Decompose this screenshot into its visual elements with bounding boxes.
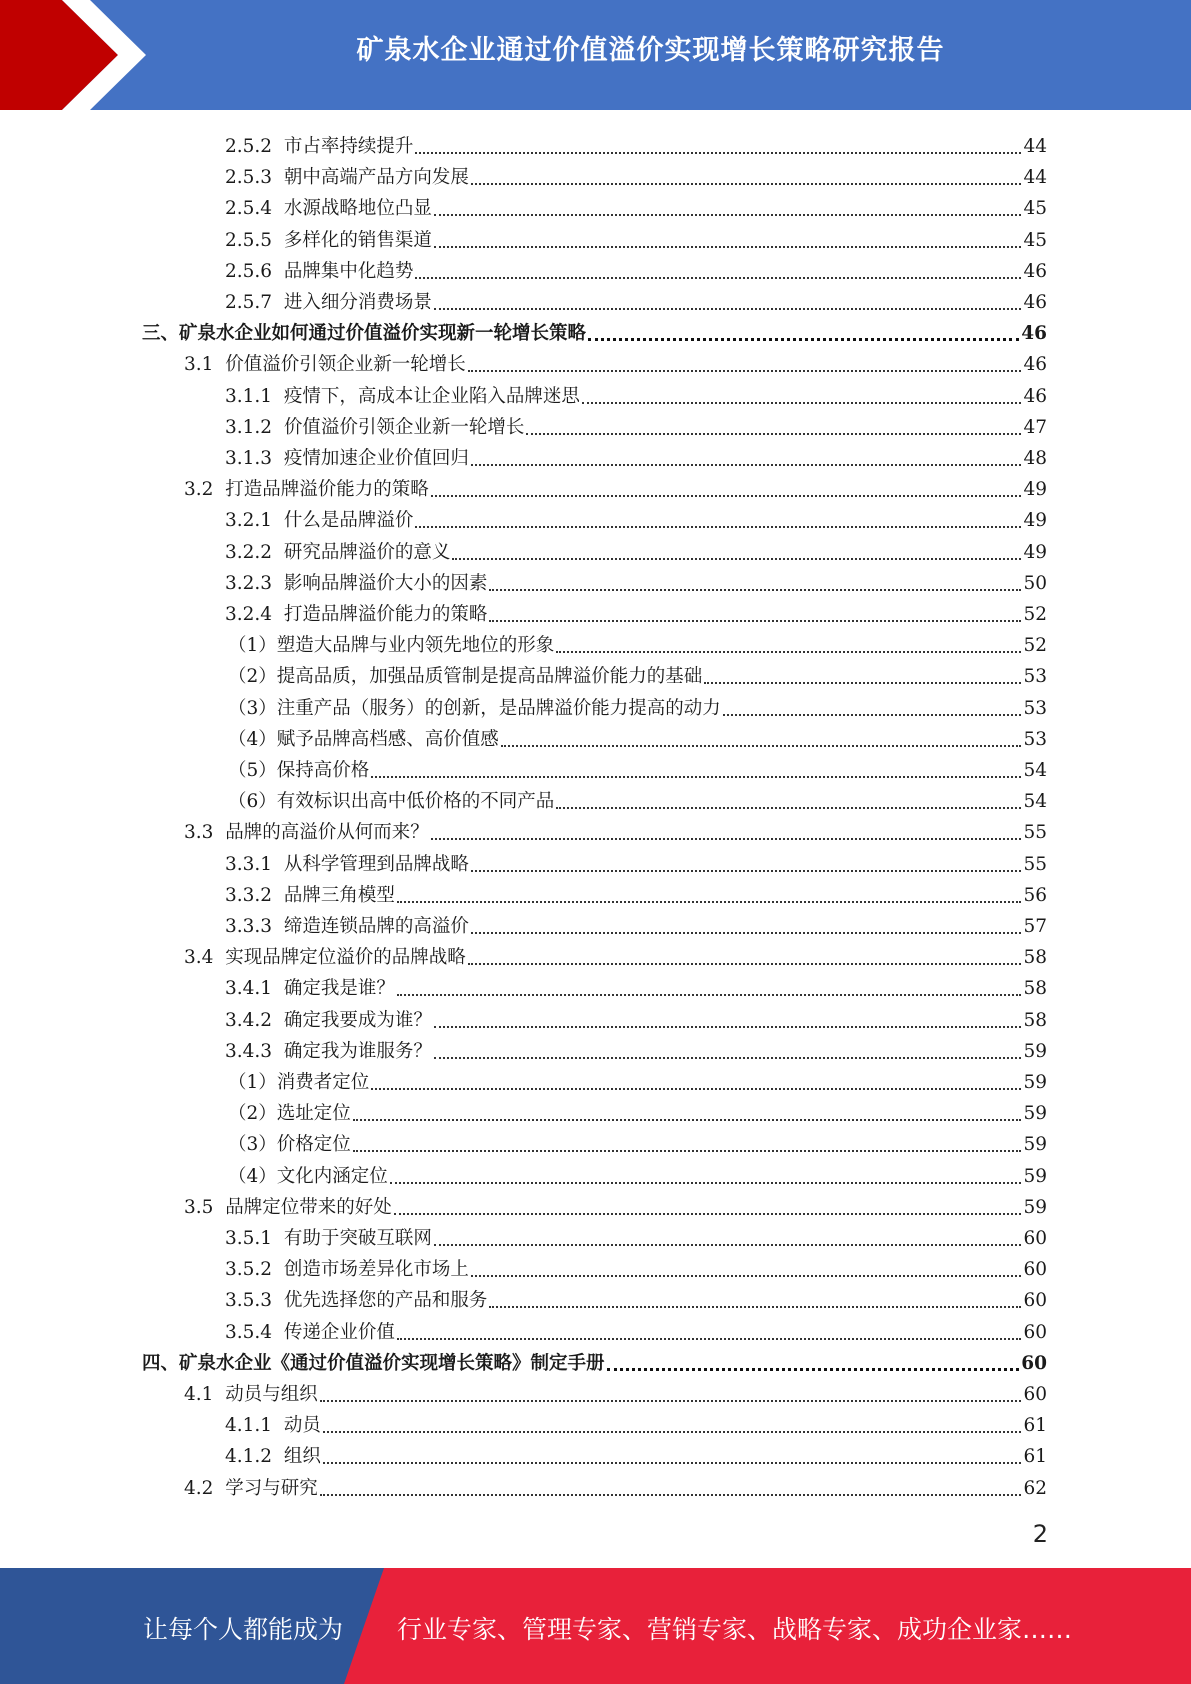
toc-entry-title: 有助于突破互联网 — [283, 1228, 432, 1249]
toc-entry[interactable] — [225, 877, 1047, 908]
toc-entry-number: 3.5.1 — [225, 1228, 273, 1249]
toc-entry-title: 什么是品牌溢价 — [283, 510, 414, 532]
toc-entry-number: 3.3.3 — [225, 916, 273, 937]
toc-entry-number: 3.3.2 — [225, 884, 273, 906]
toc-entry-number: 3.2.4 — [225, 604, 273, 625]
toc-entry-number: （5） — [228, 760, 277, 781]
footer-roles: 行业专家、管理专家、营销专家、战略专家、成功企业家…… — [397, 1615, 1073, 1644]
toc-entry-number: （4） — [228, 1165, 277, 1187]
toc-dot-leader — [471, 932, 1022, 934]
toc-entry-page: 53 — [1023, 666, 1047, 688]
toc-entry-page: 58 — [1023, 978, 1047, 1000]
toc-dot-leader — [434, 308, 1022, 310]
toc-entry-number: 3.4.1 — [225, 978, 273, 1000]
toc-entry[interactable] — [225, 1220, 1047, 1251]
toc-entry-page: 60 — [1023, 1384, 1047, 1405]
toc-dot-leader — [320, 1400, 1022, 1402]
toc-entry[interactable] — [225, 565, 1047, 596]
toc-dot-leader — [723, 714, 1022, 716]
toc-dot-leader — [397, 994, 1022, 996]
toc-entry-page: 56 — [1023, 884, 1047, 906]
toc-entry-page: 52 — [1023, 604, 1047, 625]
toc-entry-number: （2） — [228, 1103, 277, 1125]
toc-entry-title: 打造品牌溢价能力的策略 — [283, 604, 488, 625]
toc-entry-title: 品牌集中化趋势 — [283, 260, 414, 282]
toc-entry-page: 59 — [1023, 1103, 1047, 1125]
toc-dot-leader — [431, 495, 1022, 497]
toc-entry[interactable] — [225, 253, 1047, 284]
toc-dot-leader — [452, 558, 1021, 560]
toc-entry-title: 消费者定位 — [276, 1072, 370, 1093]
toc-entry[interactable] — [225, 440, 1047, 471]
toc-entry-page: 59 — [1023, 1196, 1047, 1218]
toc-entry-title: 传递企业价值 — [283, 1321, 395, 1343]
toc-entry-page: 46 — [1023, 385, 1047, 407]
toc-dot-leader — [556, 651, 1021, 653]
toc-dot-leader — [468, 370, 1022, 372]
toc-dot-leader — [394, 1213, 1022, 1215]
toc-entry[interactable] — [225, 908, 1047, 939]
toc-entry-page: 46 — [1023, 260, 1047, 282]
toc-entry-number: 3.2.1 — [225, 510, 273, 532]
toc-entry-page: 53 — [1023, 697, 1047, 719]
toc-entry-page: 46 — [1021, 323, 1047, 345]
toc-entry[interactable] — [228, 1126, 1047, 1157]
toc-entry-page: 61 — [1023, 1446, 1047, 1468]
toc-entry-number: 3.1.3 — [225, 448, 273, 469]
toc-entry[interactable] — [225, 1282, 1047, 1313]
toc-entry-page: 60 — [1023, 1290, 1047, 1312]
toc-dot-leader — [468, 963, 1022, 965]
toc-entry-number: 2.5.7 — [225, 292, 273, 313]
toc-dot-leader — [489, 589, 1021, 591]
toc-entry[interactable] — [184, 471, 1047, 502]
toc-entry-number: 2.5.4 — [225, 198, 273, 220]
toc-entry-number: 3.3.1 — [225, 853, 273, 875]
toc-entry-number: （1） — [228, 635, 277, 657]
toc-entry-title: 多样化的销售渠道 — [283, 229, 432, 251]
toc-entry-number: 2.5.2 — [225, 136, 273, 157]
page-number: 2 — [1032, 1520, 1048, 1548]
toc-entry-page: 62 — [1023, 1477, 1047, 1499]
toc-entry-page: 60 — [1021, 1352, 1047, 1374]
toc-entry[interactable] — [225, 1251, 1047, 1282]
toc-entry-number: 3.5.4 — [225, 1321, 273, 1343]
toc-entry-page: 49 — [1023, 510, 1047, 532]
toc-entry-title: 赋予品牌高档感、高价值感 — [276, 728, 499, 750]
toc-entry[interactable] — [228, 1158, 1047, 1189]
toc-entry[interactable] — [225, 1407, 1047, 1438]
toc-entry-page: 48 — [1023, 448, 1047, 469]
page-footer — [0, 1568, 1191, 1684]
toc-entry-title: 矿泉水企业如何通过价值溢价实现新一轮增长策略 — [179, 323, 587, 345]
toc-entry-title: 保持高价格 — [276, 760, 370, 781]
toc-dot-leader — [397, 901, 1022, 903]
toc-entry-title: 动员 — [283, 1415, 321, 1437]
toc-entry[interactable] — [225, 1314, 1047, 1345]
toc-entry-title: 从科学管理到品牌战略 — [283, 853, 469, 875]
toc-dot-leader — [489, 1306, 1021, 1308]
toc-entry-title: 市占率持续提升 — [283, 136, 414, 157]
toc-entry-number: 3.5 — [184, 1196, 214, 1218]
toc-entry-number: 4.2 — [184, 1477, 214, 1499]
toc-dot-leader — [434, 214, 1022, 216]
toc-entry[interactable] — [228, 752, 1047, 783]
toc-dot-leader — [607, 1368, 1020, 1371]
toc-entry-number: 3.5.3 — [225, 1290, 273, 1312]
toc-dot-leader — [323, 1431, 1022, 1433]
toc-entry[interactable] — [228, 721, 1047, 752]
toc-entry-title: 创造市场差异化市场上 — [283, 1259, 469, 1281]
toc-entry-title: 动员与组织 — [225, 1384, 318, 1405]
toc-entry-page: 49 — [1023, 541, 1047, 563]
toc-entry-number: （1） — [228, 1072, 277, 1093]
toc-entry-title: 注重产品（服务）的创新，是品牌溢价能力提高的动力 — [276, 697, 721, 719]
toc-dot-leader — [588, 338, 1019, 341]
toc-entry-page: 44 — [1023, 136, 1047, 157]
toc-dot-leader — [371, 776, 1021, 778]
toc-entry[interactable] — [228, 1095, 1047, 1126]
toc-entry[interactable] — [228, 1064, 1047, 1095]
toc-entry[interactable] — [225, 1438, 1047, 1469]
toc-entry-page: 59 — [1023, 1134, 1047, 1156]
toc-entry[interactable] — [225, 1033, 1047, 1064]
toc-entry[interactable] — [225, 284, 1047, 315]
toc-dot-leader — [704, 682, 1021, 684]
toc-dot-leader — [397, 1338, 1022, 1340]
toc-entry[interactable] — [225, 502, 1047, 533]
toc-dot-leader — [582, 402, 1022, 404]
toc-entry-page: 54 — [1023, 760, 1047, 781]
toc-dot-leader — [353, 1119, 1022, 1121]
toc-entry-title: 疫情下，高成本让企业陷入品牌迷思 — [283, 385, 580, 407]
toc-dot-leader — [501, 745, 1022, 747]
toc-dot-leader — [415, 152, 1021, 154]
toc-entry[interactable] — [184, 814, 1047, 845]
toc-entry-number: 3.1.1 — [225, 385, 273, 407]
toc-entry-number: 3.1 — [184, 354, 214, 376]
toc-entry-number: 4.1.1 — [225, 1415, 273, 1437]
toc-entry[interactable] — [225, 970, 1047, 1001]
toc-entry-page: 59 — [1023, 1072, 1047, 1093]
toc-entry[interactable] — [225, 190, 1047, 221]
toc-entry-title: 确定我为谁服务？ — [283, 1040, 432, 1062]
toc-dot-leader — [434, 1244, 1022, 1246]
toc-dot-leader — [390, 1182, 1022, 1184]
toc-entry[interactable] — [225, 596, 1047, 627]
toc-dot-leader — [371, 1088, 1021, 1090]
toc-entry[interactable] — [228, 658, 1047, 689]
toc-entry-page: 45 — [1023, 198, 1047, 220]
toc-entry-page: 53 — [1023, 728, 1047, 750]
toc-entry[interactable] — [225, 534, 1047, 565]
header-arrow-decoration — [0, 0, 160, 110]
toc-dot-leader — [353, 1150, 1022, 1152]
toc-entry-title: 影响品牌溢价大小的因素 — [283, 572, 488, 594]
toc-dot-leader — [556, 807, 1021, 809]
toc-entry-page: 60 — [1023, 1259, 1047, 1281]
toc-entry-number: （2） — [228, 666, 277, 688]
toc-dot-leader — [471, 464, 1022, 466]
toc-entry-title: 价格定位 — [276, 1134, 351, 1156]
toc-entry[interactable] — [228, 690, 1047, 721]
toc-dot-leader — [431, 838, 1022, 840]
toc-entry-title: 矿泉水企业《通过价值溢价实现增长策略》制定手册 — [179, 1352, 605, 1374]
toc-entry-title: 缔造连锁品牌的高溢价 — [283, 916, 469, 937]
toc-entry-number: 3.5.2 — [225, 1259, 273, 1281]
toc-entry-page: 60 — [1023, 1321, 1047, 1343]
toc-entry[interactable] — [184, 1189, 1047, 1220]
toc-entry[interactable] — [225, 378, 1047, 409]
toc-entry-page: 59 — [1023, 1040, 1047, 1062]
toc-entry-page: 46 — [1023, 292, 1047, 313]
toc-entry-title: 研究品牌溢价的意义 — [283, 541, 451, 563]
toc-entry[interactable] — [228, 783, 1047, 814]
report-title: 矿泉水企业通过价值溢价实现增长策略研究报告 — [356, 35, 945, 66]
toc-entry-title: 选址定位 — [276, 1103, 351, 1125]
toc-entry-page: 55 — [1023, 853, 1047, 875]
toc-entry-number: （4） — [228, 728, 277, 750]
page-header — [0, 0, 1191, 110]
toc-entry-title: 学习与研究 — [225, 1477, 318, 1499]
toc-entry-number: 2.5.3 — [225, 167, 273, 189]
toc-entry[interactable] — [184, 1376, 1047, 1407]
toc-dot-leader — [526, 433, 1021, 435]
toc-entry-page: 59 — [1023, 1165, 1047, 1187]
toc-entry-page: 58 — [1023, 1009, 1047, 1031]
toc-entry-title: 实现品牌定位溢价的品牌战略 — [225, 947, 466, 969]
toc-entry-title: 价值溢价引领企业新一轮增长 — [283, 416, 525, 438]
toc-entry-title: 打造品牌溢价能力的策略 — [225, 479, 429, 501]
toc-dot-leader — [471, 1275, 1022, 1277]
toc-entry-number: 2.5.5 — [225, 229, 273, 251]
toc-entry-page: 47 — [1023, 416, 1047, 438]
toc-entry-number: （6） — [228, 791, 277, 813]
toc-entry-title: 优先选择您的产品和服务 — [283, 1290, 488, 1312]
toc-dot-leader — [323, 1462, 1022, 1464]
toc-entry[interactable] — [225, 222, 1047, 253]
toc-entry-number: 3.2.3 — [225, 572, 273, 594]
toc-entry[interactable] — [225, 128, 1047, 159]
toc-entry-page: 46 — [1023, 354, 1047, 376]
toc-entry-number: 三、 — [142, 323, 180, 345]
toc-entry-number: 3.2.2 — [225, 541, 273, 563]
toc-entry-page: 52 — [1023, 635, 1047, 657]
toc-entry-title: 进入细分消费场景 — [283, 292, 432, 313]
toc-entry[interactable] — [225, 846, 1047, 877]
toc-entry-title: 提高品质，加强品质管制是提高品牌溢价能力的基础 — [276, 666, 703, 688]
toc-entry-title: 确定我要成为谁？ — [283, 1009, 432, 1031]
toc-entry-number: 3.4 — [184, 947, 214, 969]
toc-entry-title: 文化内涵定位 — [276, 1165, 388, 1187]
toc-entry-title: 品牌三角模型 — [283, 884, 395, 906]
toc-entry-title: 品牌的高溢价从何而来？ — [225, 822, 429, 844]
toc-entry-title: 疫情加速企业价值回归 — [283, 448, 469, 469]
toc-entry[interactable] — [184, 1470, 1047, 1501]
toc-dot-leader — [320, 1494, 1022, 1496]
toc-entry[interactable] — [225, 409, 1047, 440]
toc-entry-page: 58 — [1023, 947, 1047, 969]
toc-entry[interactable] — [184, 939, 1047, 970]
toc-entry-number: 四、 — [142, 1352, 180, 1374]
toc-entry-page: 57 — [1023, 916, 1047, 937]
toc-dot-leader — [434, 1057, 1022, 1059]
footer-slogan: 让每个人都能成为 — [143, 1615, 344, 1644]
toc-entry-number: 3.3 — [184, 822, 214, 844]
toc-entry-title: 有效标识出高中低价格的不同产品 — [276, 791, 555, 813]
toc-dot-leader — [415, 526, 1021, 528]
toc-entry-title: 组织 — [283, 1446, 321, 1468]
toc-entry-number: 3.2 — [184, 479, 214, 501]
toc-entry-page: 54 — [1023, 791, 1047, 813]
toc-entry-number: 3.4.2 — [225, 1009, 273, 1031]
toc-entry-page: 45 — [1023, 229, 1047, 251]
toc-entry-number: （3） — [228, 697, 277, 719]
toc-entry-number: 3.4.3 — [225, 1040, 273, 1062]
toc-entry[interactable] — [142, 315, 1047, 346]
toc-entry-number: （3） — [228, 1134, 277, 1156]
toc-dot-leader — [415, 277, 1021, 279]
toc-entry-title: 塑造大品牌与业内领先地位的形象 — [276, 635, 555, 657]
toc-entry-title: 价值溢价引领企业新一轮增长 — [225, 354, 466, 376]
toc-entry-page: 49 — [1023, 479, 1047, 501]
toc-entry-title: 朝中高端产品方向发展 — [283, 167, 469, 189]
toc-dot-leader — [471, 183, 1022, 185]
toc-entry[interactable] — [142, 1345, 1047, 1376]
toc-entry-number: 3.1.2 — [225, 416, 273, 438]
toc-dot-leader — [489, 620, 1021, 622]
toc-entry-page: 60 — [1023, 1228, 1047, 1249]
toc-entry[interactable] — [225, 159, 1047, 190]
toc-entry-title: 水源战略地位凸显 — [283, 198, 432, 220]
toc-entry-page: 50 — [1023, 572, 1047, 594]
toc-dot-leader — [434, 246, 1022, 248]
toc-entry-page: 61 — [1023, 1415, 1047, 1437]
toc-entry-title: 确定我是谁？ — [283, 978, 395, 1000]
toc-entry-page: 44 — [1023, 167, 1047, 189]
toc-entry[interactable] — [184, 346, 1047, 377]
toc-dot-leader — [434, 1026, 1022, 1028]
toc-entry-title: 品牌定位带来的好处 — [225, 1196, 392, 1218]
toc-entry-number: 2.5.6 — [225, 260, 273, 282]
toc-entry-number: 4.1 — [184, 1384, 214, 1405]
toc-dot-leader — [471, 870, 1022, 872]
toc-entry-page: 55 — [1023, 822, 1047, 844]
toc-entry-number: 4.1.2 — [225, 1446, 273, 1468]
toc-entry[interactable] — [225, 1002, 1047, 1033]
toc-entry[interactable] — [228, 627, 1047, 658]
